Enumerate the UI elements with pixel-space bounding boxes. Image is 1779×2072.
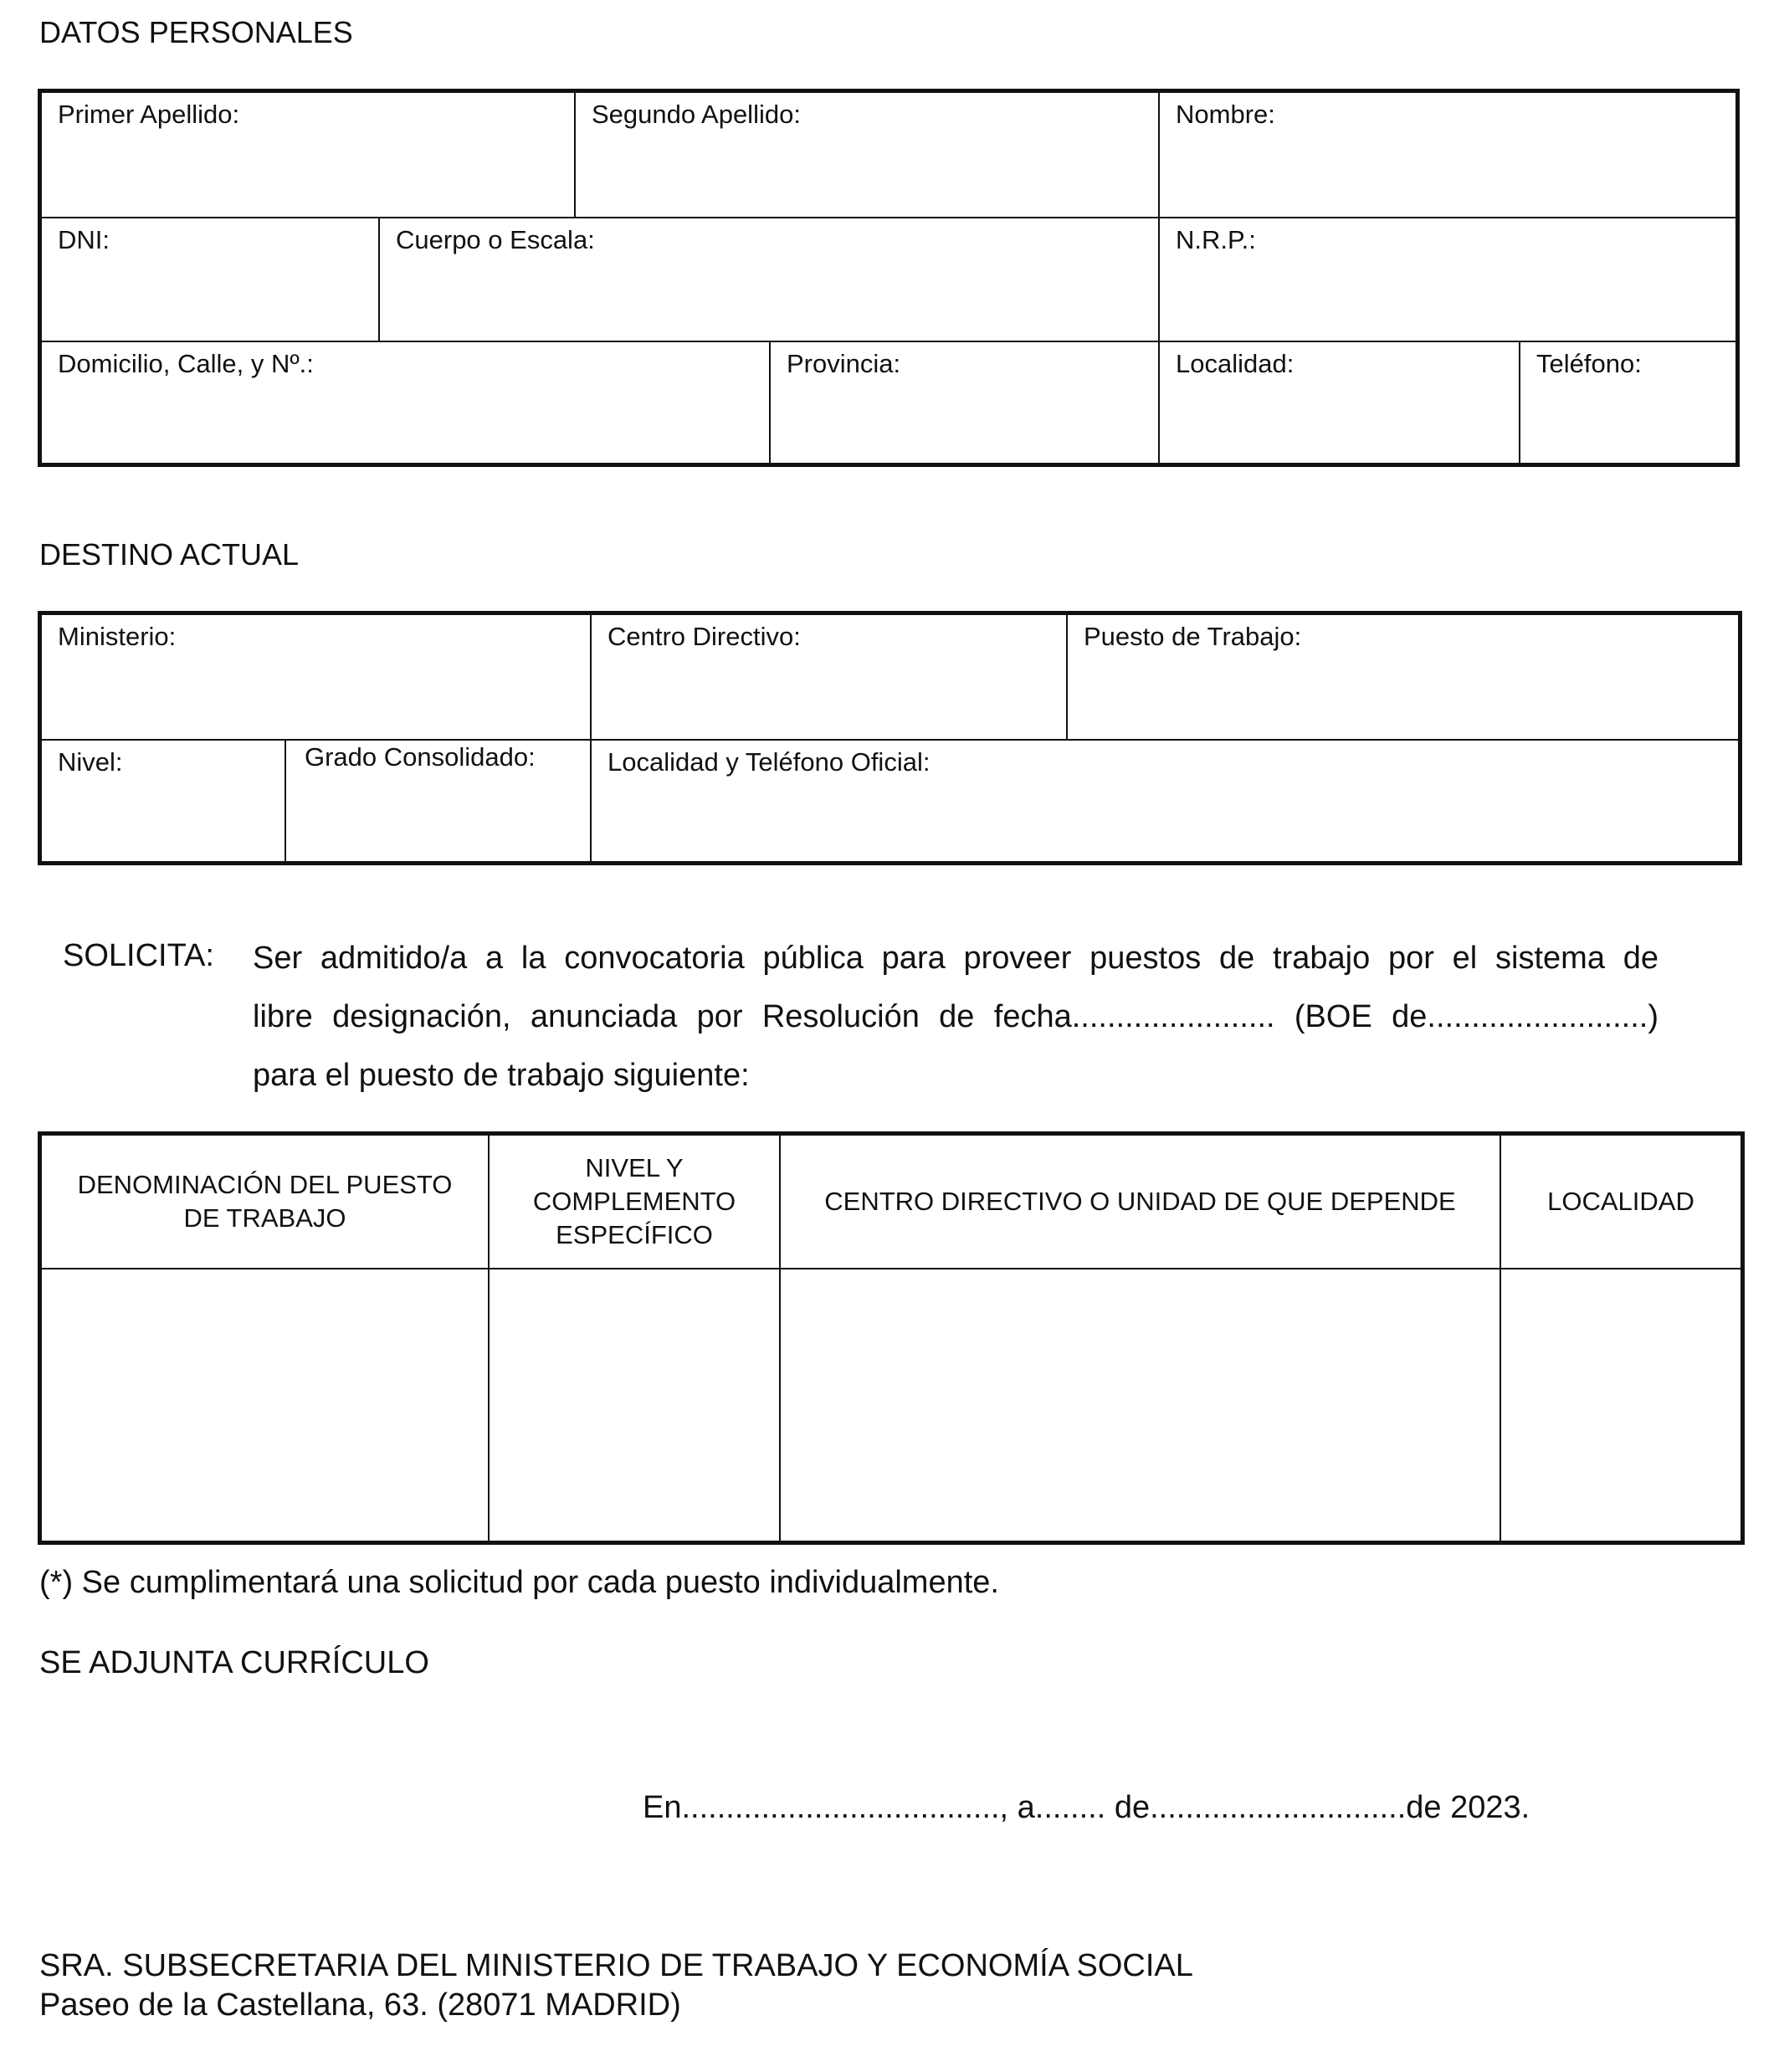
table-cell-localidad[interactable]	[1500, 1268, 1741, 1541]
header-line: COMPLEMENTO	[532, 1187, 736, 1216]
section-title-datos-personales: DATOS PERSONALES	[39, 15, 353, 49]
adjunta-curriculo: SE ADJUNTA CURRÍCULO	[39, 1645, 429, 1680]
table-cell-centro-directivo[interactable]	[779, 1268, 1500, 1541]
field-nrp[interactable]	[1158, 217, 1735, 341]
field-nombre[interactable]	[1158, 93, 1735, 217]
section-title-destino-actual: DESTINO ACTUAL	[39, 537, 300, 572]
header-line: LOCALIDAD	[1547, 1187, 1694, 1216]
field-label: Teléfono:	[1536, 349, 1642, 378]
field-label: DNI:	[58, 225, 110, 254]
header-line: NIVEL Y	[585, 1153, 684, 1182]
header-line: DENOMINACIÓN DEL PUESTO	[77, 1170, 453, 1199]
destino-actual-form	[38, 611, 1742, 865]
field-grado-consolidado[interactable]	[285, 739, 590, 861]
field-label: Segundo Apellido:	[592, 100, 801, 129]
solicita-line-2: libre designación, anunciada por Resolución de fecha....................... (BOE de.........................)	[253, 999, 1659, 1034]
field-label: Localidad y Teléfono Oficial:	[608, 747, 931, 777]
field-label: Primer Apellido:	[58, 100, 240, 129]
field-puesto-trabajo[interactable]	[1066, 615, 1738, 739]
field-label: Puesto de Trabajo:	[1084, 622, 1302, 651]
field-label: Domicilio, Calle, y Nº.:	[58, 349, 314, 378]
field-provincia[interactable]	[769, 341, 1158, 463]
table-header-denominacion	[42, 1136, 488, 1268]
datos-personales-form	[38, 89, 1740, 467]
field-nivel[interactable]	[42, 739, 285, 861]
field-ministerio[interactable]	[42, 615, 590, 739]
table-header-nivel-complemento	[488, 1136, 779, 1268]
field-label: Ministerio:	[58, 622, 177, 651]
field-domicilio[interactable]	[42, 341, 769, 463]
field-label: Centro Directivo:	[608, 622, 801, 651]
field-label: Cuerpo o Escala:	[396, 225, 595, 254]
fecha-line: En...................................., a........ de.............................de 2023.	[643, 1790, 1530, 1825]
field-label: Provincia:	[787, 349, 901, 378]
header-line: ESPECÍFICO	[556, 1220, 713, 1249]
solicita-line-1: Ser admitido/a a la convocatoria pública para proveer puestos de trabajo por el sistema de	[253, 941, 1659, 976]
field-localidad-telefono-oficial[interactable]	[590, 739, 1738, 861]
field-dni[interactable]	[42, 217, 378, 341]
table-header-centro-directivo	[779, 1136, 1500, 1268]
field-localidad[interactable]	[1158, 341, 1519, 463]
field-segundo-apellido[interactable]	[574, 93, 1158, 217]
field-label: Nombre:	[1176, 100, 1275, 129]
field-primer-apellido[interactable]	[42, 93, 574, 217]
solicita-label: SOLICITA:	[63, 938, 214, 973]
destinatario-line-2: Paseo de la Castellana, 63. (28071 MADRID)	[39, 1987, 681, 2023]
header-line: DE TRABAJO	[183, 1203, 346, 1233]
field-label: N.R.P.:	[1176, 225, 1256, 254]
solicita-line-3: para el puesto de trabajo siguiente:	[253, 1058, 750, 1093]
solicita-paragraph	[253, 929, 1659, 1105]
table-header-localidad	[1500, 1136, 1741, 1268]
field-label: Localidad:	[1176, 349, 1295, 378]
destinatario-line-1: SRA. SUBSECRETARIA DEL MINISTERIO DE TRABAJO Y ECONOMÍA SOCIAL	[39, 1948, 1193, 1983]
field-cuerpo-escala[interactable]	[378, 217, 1158, 341]
table-cell-nivel-complemento[interactable]	[488, 1268, 779, 1541]
field-label: Nivel:	[58, 747, 123, 777]
table-cell-denominacion[interactable]	[42, 1268, 488, 1541]
puesto-table	[38, 1131, 1745, 1545]
field-centro-directivo[interactable]	[590, 615, 1066, 739]
note-text: (*) Se cumplimentará una solicitud por cada puesto individualmente.	[39, 1565, 999, 1600]
field-label: Grado Consolidado:	[305, 742, 536, 772]
header-line: CENTRO DIRECTIVO O UNIDAD DE QUE DEPENDE	[824, 1187, 1456, 1216]
field-telefono[interactable]	[1519, 341, 1735, 463]
